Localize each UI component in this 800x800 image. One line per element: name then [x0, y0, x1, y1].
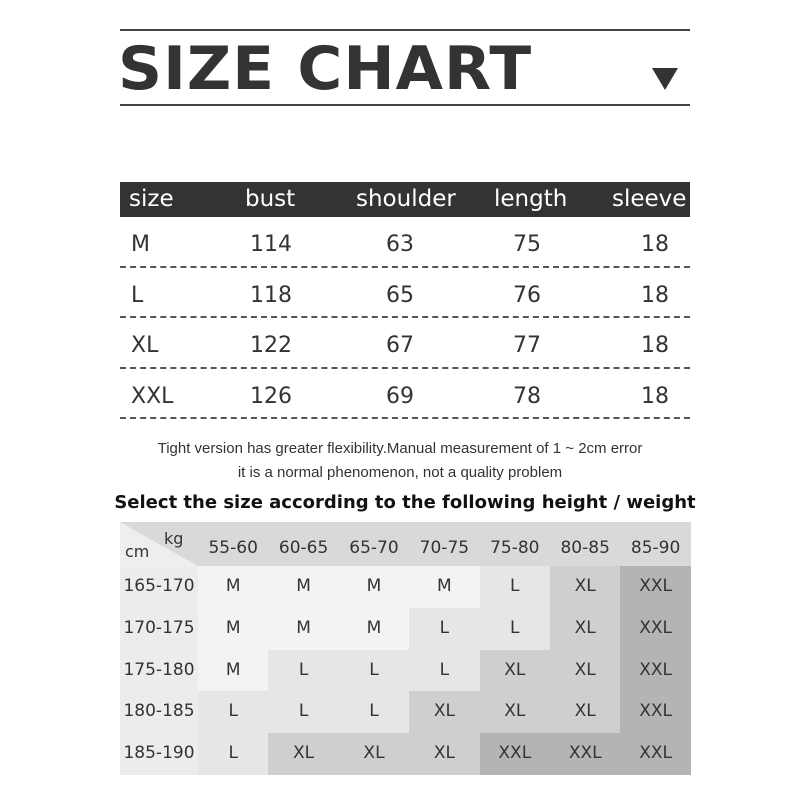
table-cell: 65 — [386, 282, 414, 308]
size-cell: L — [268, 650, 338, 692]
size-cell: M — [268, 608, 338, 650]
table-row — [120, 318, 690, 369]
size-cell: M — [198, 608, 268, 650]
height-weight-grid — [120, 522, 691, 775]
size-cell: L — [198, 733, 268, 775]
size-cell: XXL — [620, 650, 690, 692]
note-line-1: Tight version has greater flexibility.Manual measurement of 1 ~ 2cm error — [157, 440, 643, 457]
size-cell: XXL — [620, 608, 690, 650]
weight-header: 60-65 — [268, 522, 338, 566]
page-title: SIZE CHART — [118, 34, 533, 104]
weight-header: 65-70 — [339, 522, 409, 566]
size-cell: XL — [480, 650, 550, 692]
table-cell: 18 — [641, 282, 669, 308]
size-cell: XL — [550, 691, 620, 733]
size-cell: XXL — [480, 733, 550, 775]
size-table-header — [120, 182, 690, 217]
size-cell: M — [339, 608, 409, 650]
size-cell: L — [409, 650, 479, 692]
table-cell: XL — [131, 333, 159, 358]
grid-corner — [120, 522, 198, 566]
table-row — [120, 369, 690, 420]
unit-weight: kg — [164, 529, 184, 548]
size-cell: L — [268, 691, 338, 733]
size-cell: XL — [550, 566, 620, 608]
height-header: 180-185 — [120, 691, 198, 733]
table-cell: XXL — [131, 383, 174, 409]
note-line-2: it is a normal phenomenon, not a quality problem — [237, 464, 563, 481]
col-header-length: length — [494, 186, 568, 212]
size-cell: XL — [268, 733, 338, 775]
size-cell: XL — [550, 650, 620, 692]
size-cell: L — [198, 691, 268, 733]
size-cell: L — [339, 691, 409, 733]
bottom-rule — [120, 104, 690, 106]
size-cell: M — [198, 650, 268, 692]
height-header: 165-170 — [120, 566, 198, 608]
table-cell: 114 — [250, 232, 292, 257]
size-cell: XL — [480, 691, 550, 733]
size-cell: L — [480, 566, 550, 608]
table-cell: 63 — [386, 232, 414, 257]
table-cell: 18 — [641, 232, 669, 257]
size-cell: XXL — [620, 691, 690, 733]
table-cell: 77 — [513, 333, 541, 358]
size-cell: XL — [550, 608, 620, 650]
table-cell: 122 — [250, 333, 292, 358]
col-header-size: size — [129, 186, 174, 212]
table-cell: M — [131, 232, 150, 257]
table-cell: 18 — [641, 333, 669, 358]
table-cell: 118 — [250, 282, 292, 308]
size-cell: XXL — [620, 733, 690, 775]
size-cell: M — [409, 566, 479, 608]
size-cell: XL — [409, 733, 479, 775]
height-header: 170-175 — [120, 608, 198, 650]
weight-header: 80-85 — [550, 522, 620, 566]
table-cell: 76 — [513, 282, 541, 308]
height-header: 175-180 — [120, 650, 198, 692]
size-cell: L — [409, 608, 479, 650]
table-cell: 78 — [513, 383, 541, 409]
col-header-bust: bust — [245, 186, 296, 212]
table-cell: 18 — [641, 383, 669, 409]
size-table-body — [120, 217, 690, 419]
size-cell: L — [339, 650, 409, 692]
table-cell: L — [131, 282, 144, 308]
table-cell: 75 — [513, 232, 541, 257]
size-cell: M — [339, 566, 409, 608]
triangle-down-icon — [652, 68, 678, 90]
weight-header: 85-90 — [620, 522, 690, 566]
size-cell: XXL — [550, 733, 620, 775]
size-table — [120, 182, 690, 419]
size-cell: XXL — [620, 566, 690, 608]
col-header-shoulder: shoulder — [356, 186, 456, 212]
size-cell: L — [480, 608, 550, 650]
weight-header: 75-80 — [480, 522, 550, 566]
top-rule — [120, 29, 690, 31]
size-cell: M — [268, 566, 338, 608]
col-header-sleeve: sleeve — [612, 186, 687, 212]
size-cell: M — [198, 566, 268, 608]
size-cell: XL — [339, 733, 409, 775]
table-row — [120, 217, 690, 268]
table-row — [120, 268, 690, 319]
size-cell: XL — [409, 691, 479, 733]
weight-header: 70-75 — [409, 522, 479, 566]
table-cell: 69 — [386, 383, 414, 409]
table-cell: 67 — [386, 333, 414, 358]
unit-height: cm — [125, 542, 150, 561]
table-cell: 126 — [250, 383, 292, 409]
recommend-title: Select the size according to the following height / weight — [114, 492, 696, 513]
height-header: 185-190 — [120, 733, 198, 775]
weight-header: 55-60 — [198, 522, 268, 566]
